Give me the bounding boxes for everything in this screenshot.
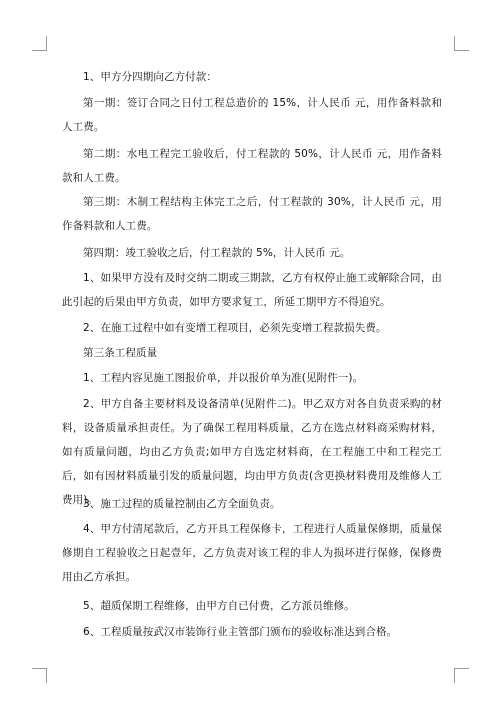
payment-phase-3: 第三期：木制工程结构主体完工之后，付工程款的 30%，计人民币 元，用作备料款和人工费。 (62, 196, 442, 232)
payment-phase-2: 第二期：水电工程完工验收后，付工程款的 50%，计人民币 元，用作备料款和人工费。 (62, 148, 442, 184)
section-heading-quality: 第三条工程质量 (83, 347, 158, 359)
late-payment-clause: 1、如果甲方没有及时交纳二期或三期款，乙方有权停止施工或解除合同，由此引起的后果由甲方负责，如甲方要求复工，所延工期甲方不得追究。 (62, 272, 442, 308)
payment-terms-heading: 1、甲方分四期向乙方付款： (83, 71, 217, 83)
crop-mark-top-right (454, 36, 469, 51)
crop-mark-top-left (32, 36, 47, 51)
quality-clause-4: 4、甲方付清尾款后，乙方开具工程保修卡，工程进行人质量保修期，质量保修期自工程验收之日起壹年，乙方负责对该工程的非人为损坏进行保修，保修费用由乙方承担。 (62, 523, 442, 583)
crop-mark-bottom-left (32, 668, 47, 683)
quality-clause-2: 2、甲方自备主要材料及设备清单(见附件二)。甲乙双方对各自负责采购的材料，设备质量承担责任。为了确保工程用料质量，乙方在选点材料商采购材料，如有质量问题，均由乙方负责;如甲方自选定材料商，在工程施工中和工程完工后，如有因材料质量引发的质量问题，均由甲方负责(含更换材料费用及维修人工费用)。 (62, 398, 442, 506)
payment-phase-1: 第一期：签订合同之日付工程总造价的 15%，计人民币 元，用作备料款和人工费。 (62, 97, 442, 133)
crop-mark-bottom-right (454, 668, 469, 683)
quality-clause-1: 1、工程内容见施工图报价单，并以报价单为准(见附件一)。 (83, 372, 364, 384)
quality-clause-6: 6、工程质量按武汉市装饰行业主管部门颁布的验收标准达到合格。 (83, 626, 398, 638)
quality-clause-5: 5、超质保期工程维修，由甲方自已付费，乙方派员维修。 (83, 600, 355, 612)
change-order-clause: 2、在施工过程中如有变增工程项目，必须先变增工程款损失费。 (83, 322, 387, 334)
quality-clause-3: 3、施工过程的质量控制由乙方全面负责。 (83, 498, 281, 510)
payment-phase-4: 第四期：竣工验收之后，付工程款的 5%，计人民币 元。 (83, 247, 351, 259)
